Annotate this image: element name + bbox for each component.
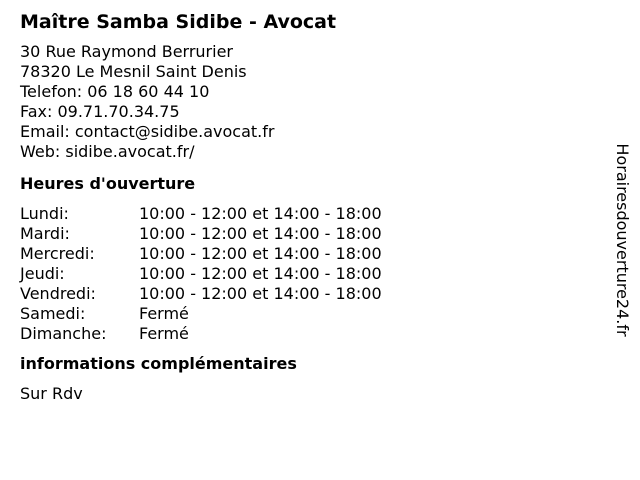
hours-day: Mardi: [20,224,70,243]
info-text: Sur Rdv [20,384,83,403]
city-address: 78320 Le Mesnil Saint Denis [20,62,247,81]
watermark-text: Horairesdouverture24.fr [613,143,632,337]
hours-time: 10:00 - 12:00 et 14:00 - 18:00 [139,244,382,263]
hours-row [20,224,382,244]
business-card [20,10,600,404]
hours-day: Mercredi: [20,244,95,263]
email-address: Email: contact@sidibe.avocat.fr [20,122,275,141]
phone-number: Telefon: 06 18 60 44 10 [20,82,210,101]
hours-time: 10:00 - 12:00 et 14:00 - 18:00 [139,204,382,223]
hours-time: Fermé [139,304,189,323]
hours-time: 10:00 - 12:00 et 14:00 - 18:00 [139,224,382,243]
hours-row [20,284,382,304]
hours-row [20,264,382,284]
street-address: 30 Rue Raymond Berrurier [20,42,233,61]
hours-row [20,244,382,264]
hours-row [20,304,382,324]
hours-day: Vendredi: [20,284,96,303]
business-title: Maître Samba Sidibe - Avocat [20,11,337,33]
hours-day: Samedi: [20,304,86,323]
info-heading: informations complémentaires [20,354,297,373]
hours-time: Fermé [139,324,189,343]
hours-heading: Heures d'ouverture [20,174,196,193]
hours-day: Jeudi: [20,264,65,283]
hours-time: 10:00 - 12:00 et 14:00 - 18:00 [139,284,382,303]
hours-day: Lundi: [20,204,69,223]
hours-table [20,204,382,344]
hours-day: Dimanche: [20,324,107,343]
hours-row [20,204,382,224]
website: Web: sidibe.avocat.fr/ [20,142,195,161]
hours-time: 10:00 - 12:00 et 14:00 - 18:00 [139,264,382,283]
hours-row [20,324,382,344]
fax-number: Fax: 09.71.70.34.75 [20,102,180,121]
